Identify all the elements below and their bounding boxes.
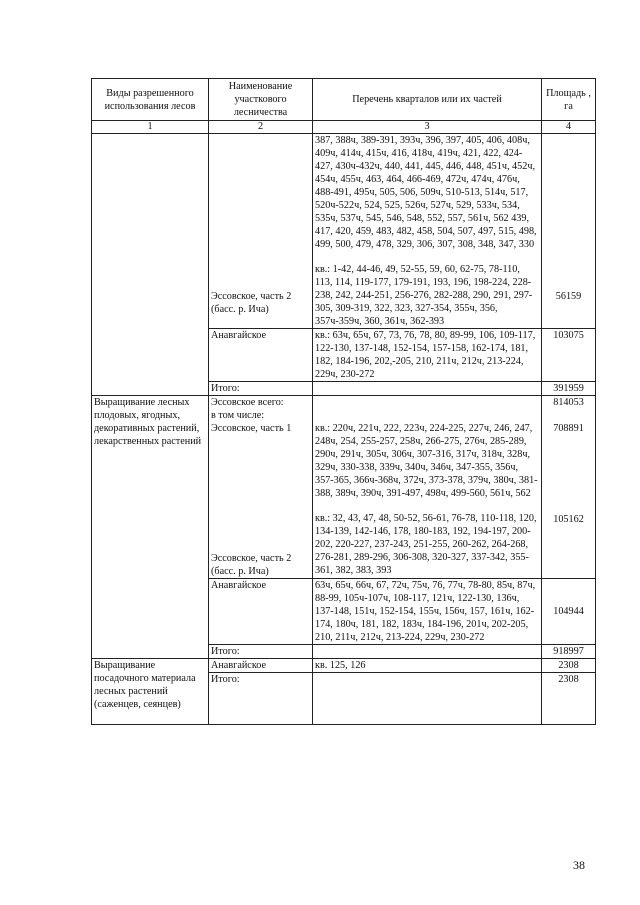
- page-number: 38: [573, 858, 585, 872]
- forestry-name-cell: [209, 396, 313, 579]
- table-row: [92, 134, 596, 329]
- use-type: Выращивание лесных плодовых, ягодных, декоративных растений, лекарственных растений: [92, 396, 209, 659]
- table-header-row: [92, 79, 596, 121]
- forestry-total: Эссовское всего:: [211, 397, 284, 408]
- total-area: 391959: [542, 382, 596, 396]
- area-cell: [542, 396, 596, 579]
- total-area: 918997: [542, 645, 596, 659]
- header-area: Площадь , га: [542, 79, 596, 121]
- area-value: 104944: [542, 579, 596, 645]
- including-label: в том числе:: [211, 410, 265, 421]
- quarters-text: 63ч, 65ч, 66ч, 67, 72ч, 75ч, 76, 77ч, 78-80, 85ч, 87ч, 88-99, 105ч-107ч, 108-117, 121ч, 122-130, 136ч, 137-148, 151ч, 152-154, 155ч, 156ч, 157, 161ч, 162-174, 180ч, 181, 182, 183ч, 184-196, 201ч, 202-205, 210, 211ч, 212ч, 213-224, 229ч, 230-272: [313, 579, 542, 645]
- quarters-text: кв.: 32, 43, 47, 48, 50-52, 56-61, 76-78, 110-118, 120, 134-139, 142-146, 178, 180-183, 192, 194-197, 200-202, 220-227, 237-243, 251-255, 260-262, 264-268, 276-281, 289-296, 306-308, 320-327, 337-342, 355-361, 382, 383, 393: [315, 513, 537, 576]
- area-value: 814053: [553, 397, 584, 408]
- total-label: Итого:: [209, 645, 313, 659]
- quarters-text: кв.: 220ч, 221ч, 222, 223ч, 224-225, 227ч, 246, 247, 248ч, 254, 255-257, 258ч, 266-275, 276ч, 285-289, 290ч, 291ч, 305ч, 306ч, 307-316, 317ч, 318ч, 328ч, 329ч, 330-338, 339ч, 340ч, 346ч, 347-355, 356ч, 357-365, 366ч-368ч, 372ч, 373-378, 379ч, 380ч, 381-388, 389ч, 390ч, 391-497, 498ч, 499-560, 561ч, 562: [315, 423, 538, 499]
- quarters-text: кв.: 63ч, 65ч, 67, 73, 76, 78, 80, 89-99, 106, 109-117, 122-130, 137-148, 152-154, 157-158, 162-174, 181, 182, 184-196, 202,-205, 210, 211ч, 212ч, 213-224, 229ч, 230-272: [313, 329, 542, 382]
- quarters-cell: [313, 134, 542, 329]
- forestry-name: Эссовское, часть 2 (басс. р. Ича): [211, 553, 292, 577]
- use-type-cell: [92, 134, 209, 396]
- header-use-type: Виды разрешенного использования лесов: [92, 79, 209, 121]
- total-area: 2308: [542, 673, 596, 725]
- forestry-name: Анавгайское: [209, 329, 313, 382]
- forestry-name: Анавгайское: [209, 579, 313, 645]
- area-value: 103075: [542, 329, 596, 382]
- column-number: 4: [542, 121, 596, 134]
- column-number: 2: [209, 121, 313, 134]
- use-type: Выращивание посадочного материала лесных растений (саженцев, сеянцев): [92, 659, 209, 725]
- column-number: 1: [92, 121, 209, 134]
- forestry-name-cell: [209, 134, 313, 329]
- quarters-text: кв. 125, 126: [313, 659, 542, 673]
- quarters-cell: [313, 382, 542, 396]
- quarters-text: 387, 388ч, 389-391, 393ч, 396, 397, 405, 406, 408ч, 409ч, 414ч, 415ч, 416, 418ч, 419ч, 421, 422, 424-427, 430ч-432ч, 440, 441, 445, 446, 448, 451ч, 452ч, 454ч, 455ч, 463, 464, 466-469, 472ч, 474ч, 476ч, 488-491, 495ч, 505, 506, 509ч, 510-513, 514ч, 517, 520ч-522ч, 524, 525, 526ч, 527ч, 529, 533ч, 534, 535ч, 537ч, 545, 546, 548, 552, 557, 561ч, 562 439, 417, 420, 459, 483, 482, 458, 504, 507, 497, 515, 498, 499, 500, 479, 478, 329, 306, 307, 308, 348, 347, 330: [315, 135, 537, 250]
- area-value: 105162: [553, 514, 584, 525]
- total-label: Итого:: [209, 382, 313, 396]
- area-cell: [542, 134, 596, 329]
- table-row: [92, 659, 596, 673]
- header-quarters-list: Перечень кварталов или их частей: [313, 79, 542, 121]
- quarters-cell: [313, 673, 542, 725]
- quarters-cell: [313, 396, 542, 579]
- area-value: 708891: [553, 423, 584, 434]
- table-row: [92, 396, 596, 579]
- quarters-text: кв.: 1-42, 44-46, 49, 52-55, 59, 60, 62-75, 78-110, 113, 114, 119-177, 179-191, 193, 196, 198-224, 228-238, 242, 244-251, 256-276, 282-288, 290, 291, 297-305, 309-319, 322, 323, 327-354, 355ч, 356, 357ч-359ч, 360, 361ч, 362-393: [315, 264, 533, 327]
- forestry-name: Анавгайское: [209, 659, 313, 673]
- forestry-name: Эссовское, часть 2 (басс. р. Ича): [211, 291, 292, 315]
- column-number: 3: [313, 121, 542, 134]
- total-label: Итого:: [209, 673, 313, 725]
- area-value: 2308: [542, 659, 596, 673]
- forest-use-table: [91, 78, 596, 725]
- forestry-name: Эссовское, часть 1: [211, 423, 292, 434]
- header-forestry-name: Наименование участкового лесничества: [209, 79, 313, 121]
- column-numbers-row: [92, 121, 596, 134]
- quarters-cell: [313, 645, 542, 659]
- area-value: 56159: [555, 291, 582, 302]
